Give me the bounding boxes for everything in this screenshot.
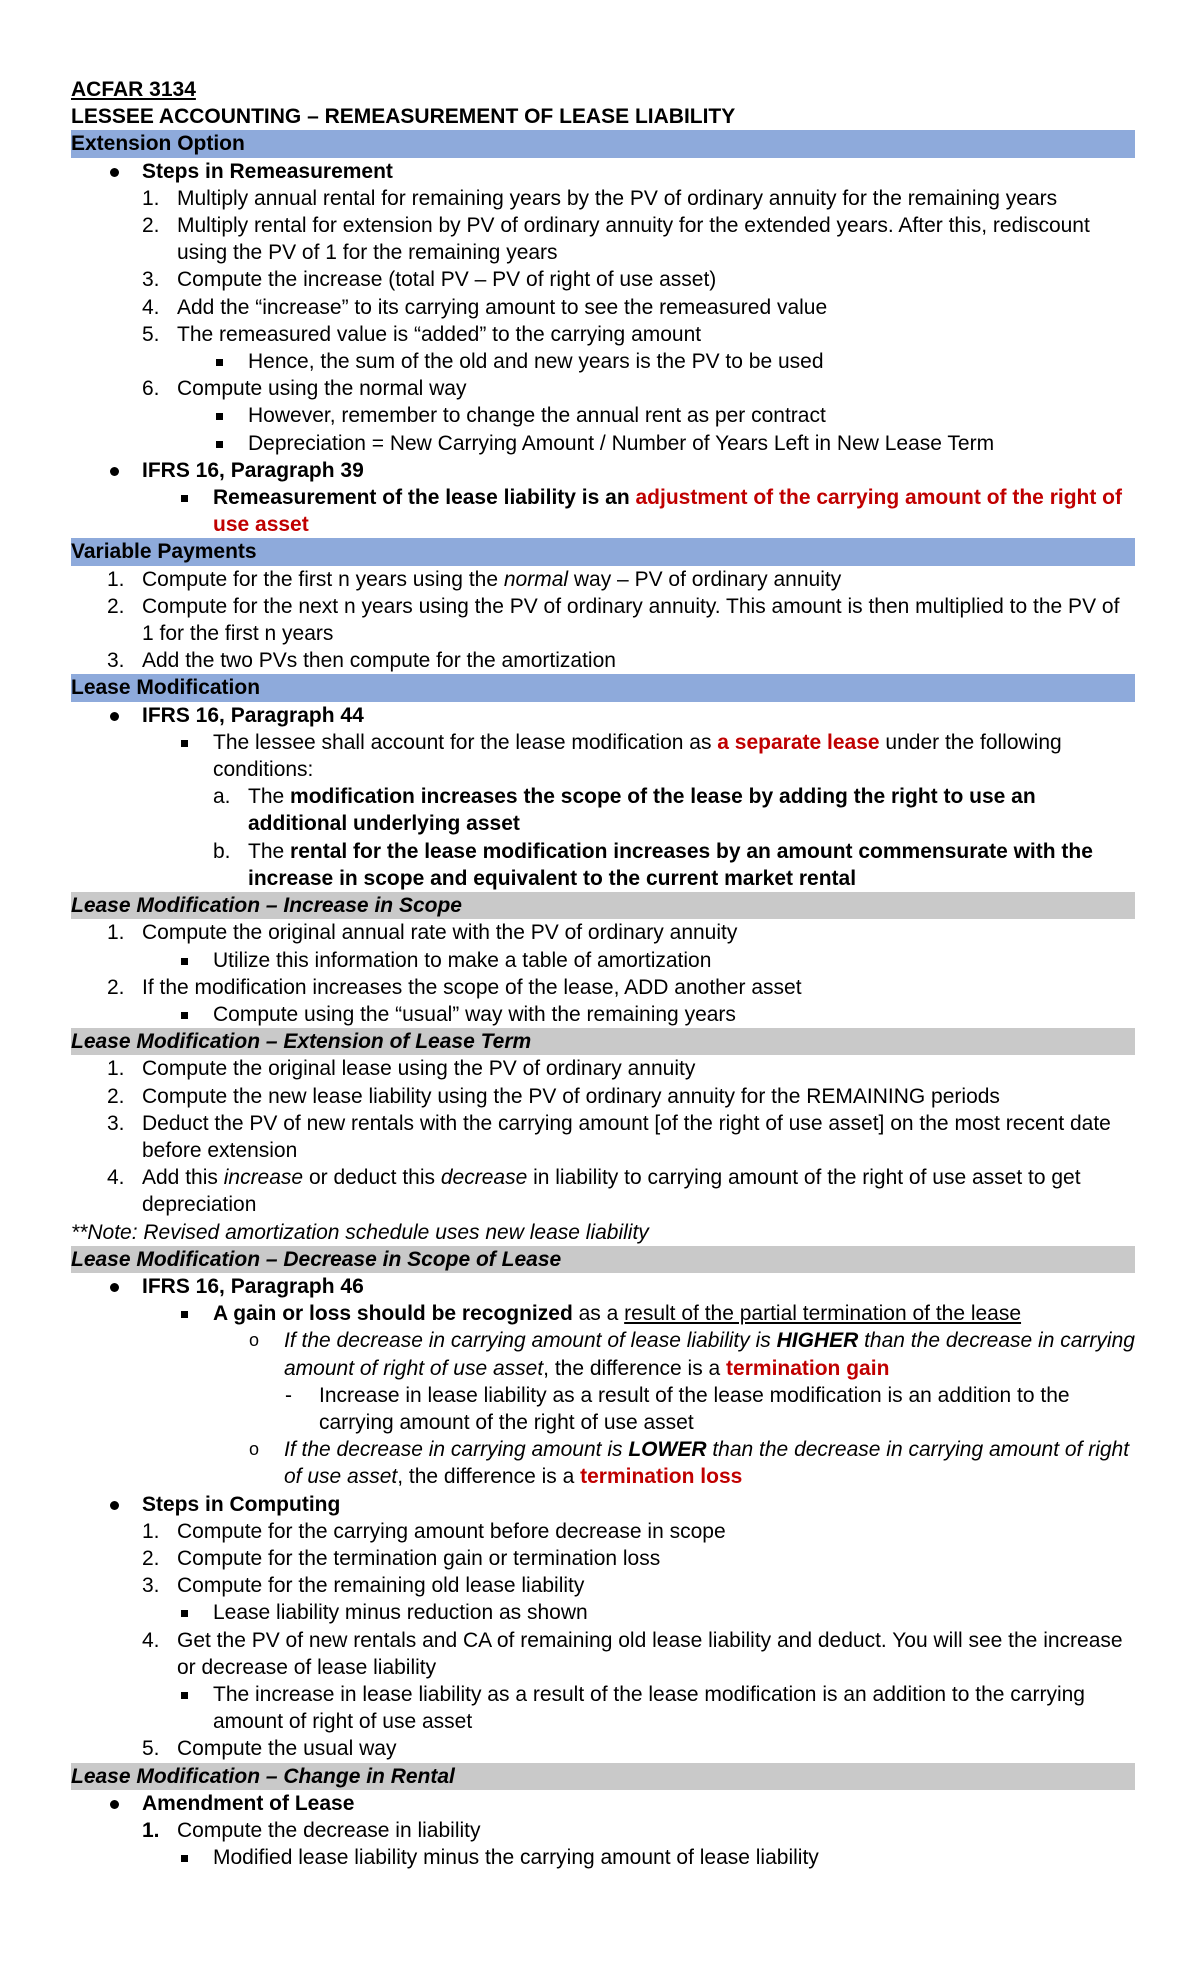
section-heading-lease-modification: Lease Modification [71, 674, 1135, 701]
list-item: 4. Get the PV of new rentals and CA of remaining old lease liability and deduct. You will see the increase or decrease of lease liability [142, 1628, 1123, 1679]
list-item: IFRS 16, Paragraph 44 [142, 703, 364, 727]
list-item: A gain or loss should be recognized as a result of the partial termination of the lease [213, 1302, 1022, 1326]
list-item: 3. Compute the increase (total PV – PV of right of use asset) [142, 268, 717, 292]
list-item: IFRS 16, Paragraph 46 [142, 1274, 364, 1298]
list-item: 4. Add the “increase” to its carrying amount to see the remeasured value [142, 295, 828, 319]
note: **Note: Revised amortization schedule uses new lease liability [71, 1220, 649, 1244]
section-heading-variable-payments: Variable Payments [71, 538, 1135, 565]
list-item: Compute using the “usual” way with the remaining years [213, 1002, 736, 1026]
list-item: 3. Add the two PVs then compute for the amortization [107, 649, 616, 673]
list-item: Remeasurement of the lease liability is an adjustment of the carrying amount of the right of use asset [213, 486, 1123, 537]
list-item: 6. Compute using the normal way [142, 377, 467, 401]
list-item: b. The rental for the lease modification increases by an amount commensurate with the increase in scope and equivalent to the current market rental [213, 839, 1093, 890]
list-item: 3. Compute for the remaining old lease liability [142, 1574, 585, 1598]
list-item: a. The modification increases the scope of the lease by adding the right to use an additional underlying asset [213, 785, 1036, 836]
course-code: ACFAR 3134 [71, 78, 196, 101]
list-item: 1. Compute for the carrying amount before decrease in scope [142, 1519, 726, 1543]
list-item: 1. Compute the original lease using the PV of ordinary annuity [107, 1057, 696, 1081]
list-item: Steps in Computing [142, 1492, 341, 1516]
list-item: 5. Compute the usual way [142, 1737, 397, 1761]
list-item: 2. If the modification increases the scope of the lease, ADD another asset [107, 975, 802, 999]
list-item: 2. Multiply rental for extension by PV of ordinary annuity for the extended years. After this, rediscount using the PV of 1 for the remaining years [142, 214, 1090, 265]
list-item: Modified lease liability minus the carrying amount of lease liability [213, 1846, 819, 1870]
list-item: The increase in lease liability as a result of the lease modification is an addition to the carrying amount of right of use asset [213, 1682, 1085, 1734]
list-item: 1. Compute the decrease in liability [142, 1819, 481, 1842]
list-item: 5. The remeasured value is “added” to the carrying amount [142, 322, 702, 346]
list-item: The lessee shall account for the lease modification as a separate lease under the following conditions: [213, 730, 1062, 782]
list-item: Increase in lease liability as a result of the lease modification is an addition to the carrying amount of the right of use asset [319, 1383, 1070, 1434]
list-item: 2. Compute the new lease liability using the PV of ordinary annuity for the REMAINING periods [107, 1084, 1000, 1108]
list-item: Utilize this information to make a table of amortization [213, 948, 712, 972]
document-page [71, 76, 1135, 1871]
list-item: 4. Add this increase or deduct this decrease in liability to carrying amount of the right of use asset to get depreciation [107, 1166, 1081, 1217]
list-item: 1. Compute for the first n years using the normal way – PV of ordinary annuity [107, 567, 842, 591]
document-title: LESSEE ACCOUNTING – REMEASUREMENT OF LEASE LIABILITY [71, 105, 736, 129]
section-heading-change-in-rental: Lease Modification – Change in Rental [71, 1763, 1135, 1790]
list-item: Hence, the sum of the old and new years is the PV to be used [248, 350, 824, 374]
list-item: If the decrease in carrying amount of lease liability is HIGHER than the decrease in carrying amount of right of use asset, the difference is a termination gain [284, 1329, 1135, 1380]
list-item: However, remember to change the annual rent as per contract [248, 404, 826, 428]
list-item: 3. Deduct the PV of new rentals with the carrying amount [of the right of use asset] on the most recent date before extension [107, 1111, 1111, 1162]
list-item: Lease liability minus reduction as shown [213, 1601, 588, 1625]
list-item: Depreciation = New Carrying Amount / Number of Years Left in New Lease Term [248, 431, 995, 455]
section-heading-increase-in-scope: Lease Modification – Increase in Scope [71, 892, 1135, 919]
list-item: 2. Compute for the termination gain or termination loss [142, 1546, 661, 1570]
list-item: Amendment of Lease [142, 1791, 355, 1815]
list-item: IFRS 16, Paragraph 39 [142, 458, 364, 482]
list-item: Steps in Remeasurement [142, 159, 393, 183]
section-heading-decrease-in-scope: Lease Modification – Decrease in Scope of Lease [71, 1246, 1135, 1273]
section-heading-extension-option: Extension Option [71, 130, 1135, 157]
section-heading-extension-of-lease-term: Lease Modification – Extension of Lease Term [71, 1028, 1135, 1055]
list-item: 1. Multiply annual rental for remaining years by the PV of ordinary annuity for the remaining years [142, 186, 1058, 210]
list-item: 1. Compute the original annual rate with the PV of ordinary annuity [107, 921, 738, 945]
list-item: If the decrease in carrying amount is LOWER than the decrease in carrying amount of right of use asset, the difference is a termination loss [284, 1438, 1130, 1489]
list-item: 2. Compute for the next n years using the PV of ordinary annuity. This amount is then multiplied to the PV of 1 for the first n years [107, 594, 1120, 646]
